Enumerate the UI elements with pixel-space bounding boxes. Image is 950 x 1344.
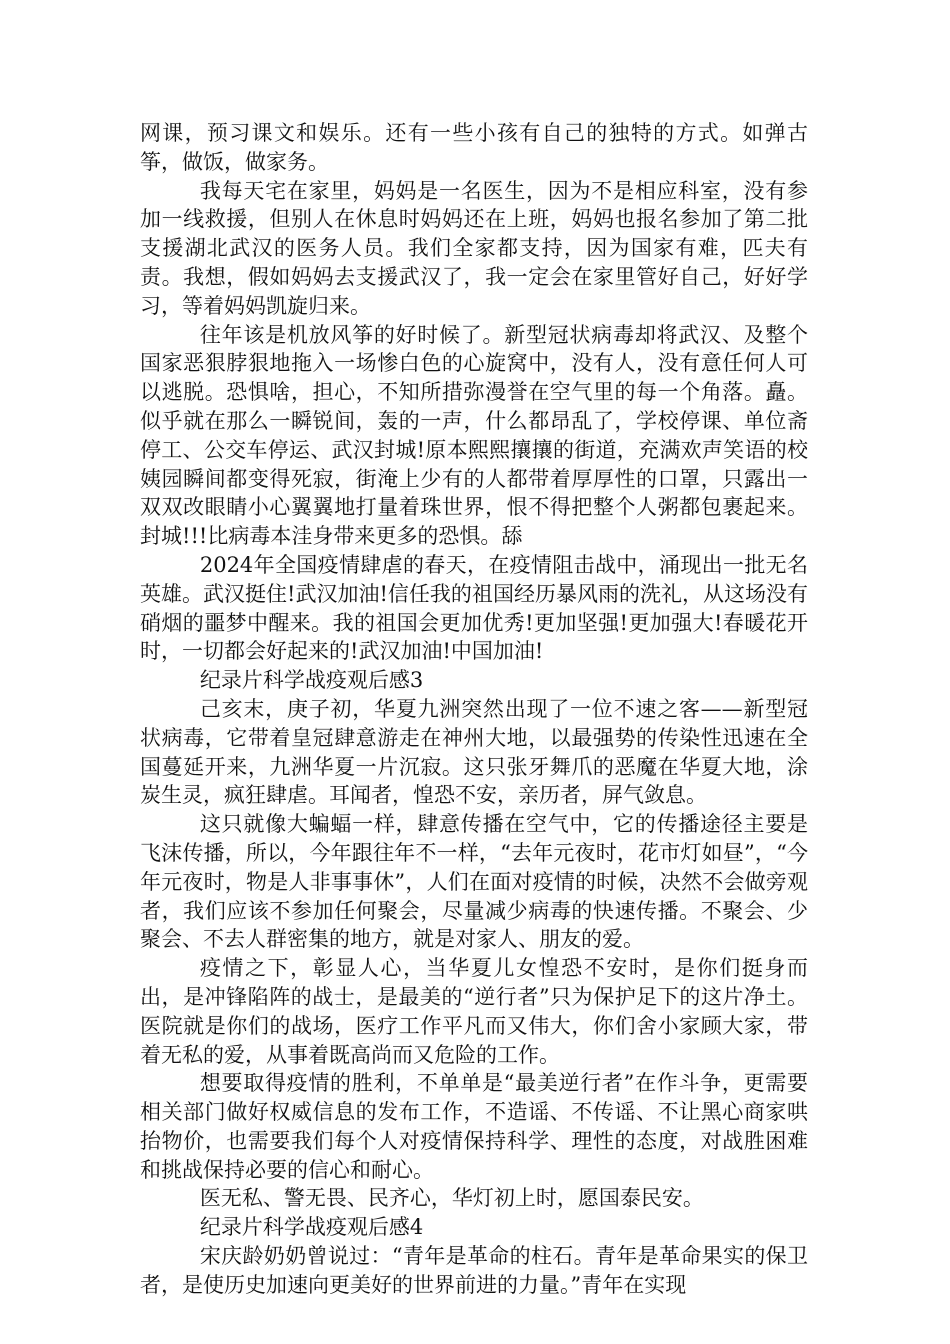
paragraph: 宋庆龄奶奶曾说过：“青年是革命的柱石。青年是革命果实的保卫者，是使历史加速向更美好的世界前进的力量。”青年在实现 [140,1244,808,1297]
section-heading: 纪录片科学战疫观后感4 [199,1215,424,1240]
paragraph: 想要取得疫情的胜利，不单单是“最美逆行者”在作斗争，更需要相关部门做好权威信息的发布工作，不造谣、不传谣、不让黑心商家哄抬物价，也需要我们每个人对疫情保持科学、理性的态度，对战胜困难和挑战保持必要的信心和耐心。 [140,1071,808,1182]
paragraph: 往年该是机放风筝的好时候了。新型冠状病毒却将武汉、及整个国家恶狠脖狠地拖入一场惨白色的心旋窝中，没有人，没有意任何人可以逃脱。恐惧啥，担心，不知所措弥漫誉在空气里的每一个角落。矗。似乎就在那么一瞬锐间，轰的一声，什么都昂乱了，学校停课、单位斋停工、公交车停运、武汉封城!原本熙熙攘攘的街道，充满欢声笑语的校姨园瞬间都变得死寂，街淹上少有的人都带着厚厚性的口罩，只露出一双双改眼睛小心翼翼地打量着珠世界，恨不得把整个人粥都包裹起来。封城!!!比病毒本洼身带来更多的恐惧。舔 [140,322,808,549]
paragraph: 我每天宅在家里，妈妈是一名医生，因为不是相应科室，没有参加一线救援，但别人在休息时妈妈还在上班，妈妈也报名参加了第二批支援湖北武汉的医务人员。我们全家都支持，因为国家有难，匹夫有责。我想，假如妈妈去支援武汉了，我一定会在家里管好自己，好好学习，等着妈妈凯旋归来。 [140,178,808,318]
paragraph: 医无私、警无畏、民齐心，华灯初上时，愿国泰民安。 [199,1186,704,1211]
document-body [140,119,808,1300]
paragraph: 己亥末，庚子初，华夏九洲突然出现了一位不速之客——新型冠状病毒，它带着皇冠肆意游走在神州大地，以最强势的传染性迅速在全国蔓延开来，九洲华夏一片沉寂。这只张牙舞爪的恶魔在华夏大地，涂炭生灵，疯狂肆虐。耳闻者，惶恐不安，亲历者，屏气敛息。 [140,696,808,808]
paragraph: 疫情之下，彰显人心，当华夏儿女惶恐不安时，是你们挺身而出，是冲锋陷阵的战士，是最美的“逆行者”只为保护足下的这片净土。医院就是你们的战场，医疗工作平凡而又伟大，你们舍小家顾大家，带着无私的爱，从事着既高尚而又危险的工作。 [140,956,808,1067]
paragraph: 这只就像大蝙蝠一样，肆意传播在空气中，它的传播途径主要是飞沫传播，所以，今年跟往年不一样，“去年元夜时，花市灯如昼”，“今年元夜时，物是人非事事休”，人们在面对疫情的时候，决然不会做旁观者，我们应该不参加任何聚会，尽量减少病毒的快速传播。不聚会、少聚会、不去人群密集的地方，就是对家人、朋友的爱。 [140,812,808,952]
section-heading: 纪录片科学战疫观后感3 [199,668,424,693]
paragraph: 2024年全国疫情肆虐的春天，在疫情阻击战中，涌现出一批无名英雄。武汉挺住!武汉加油!信任我的祖国经历暴风雨的洗礼，从这场没有硝烟的噩梦中醒来。我的祖国会更加优秀!更加坚强!更加强大!春暖花开时，一切都会好起来的!武汉加油!中国加油! [140,552,808,664]
paragraph: 网课，预习课文和娱乐。还有一些小孩有自己的独特的方式。如弹古筝，做饭，做家务。 [140,121,808,174]
